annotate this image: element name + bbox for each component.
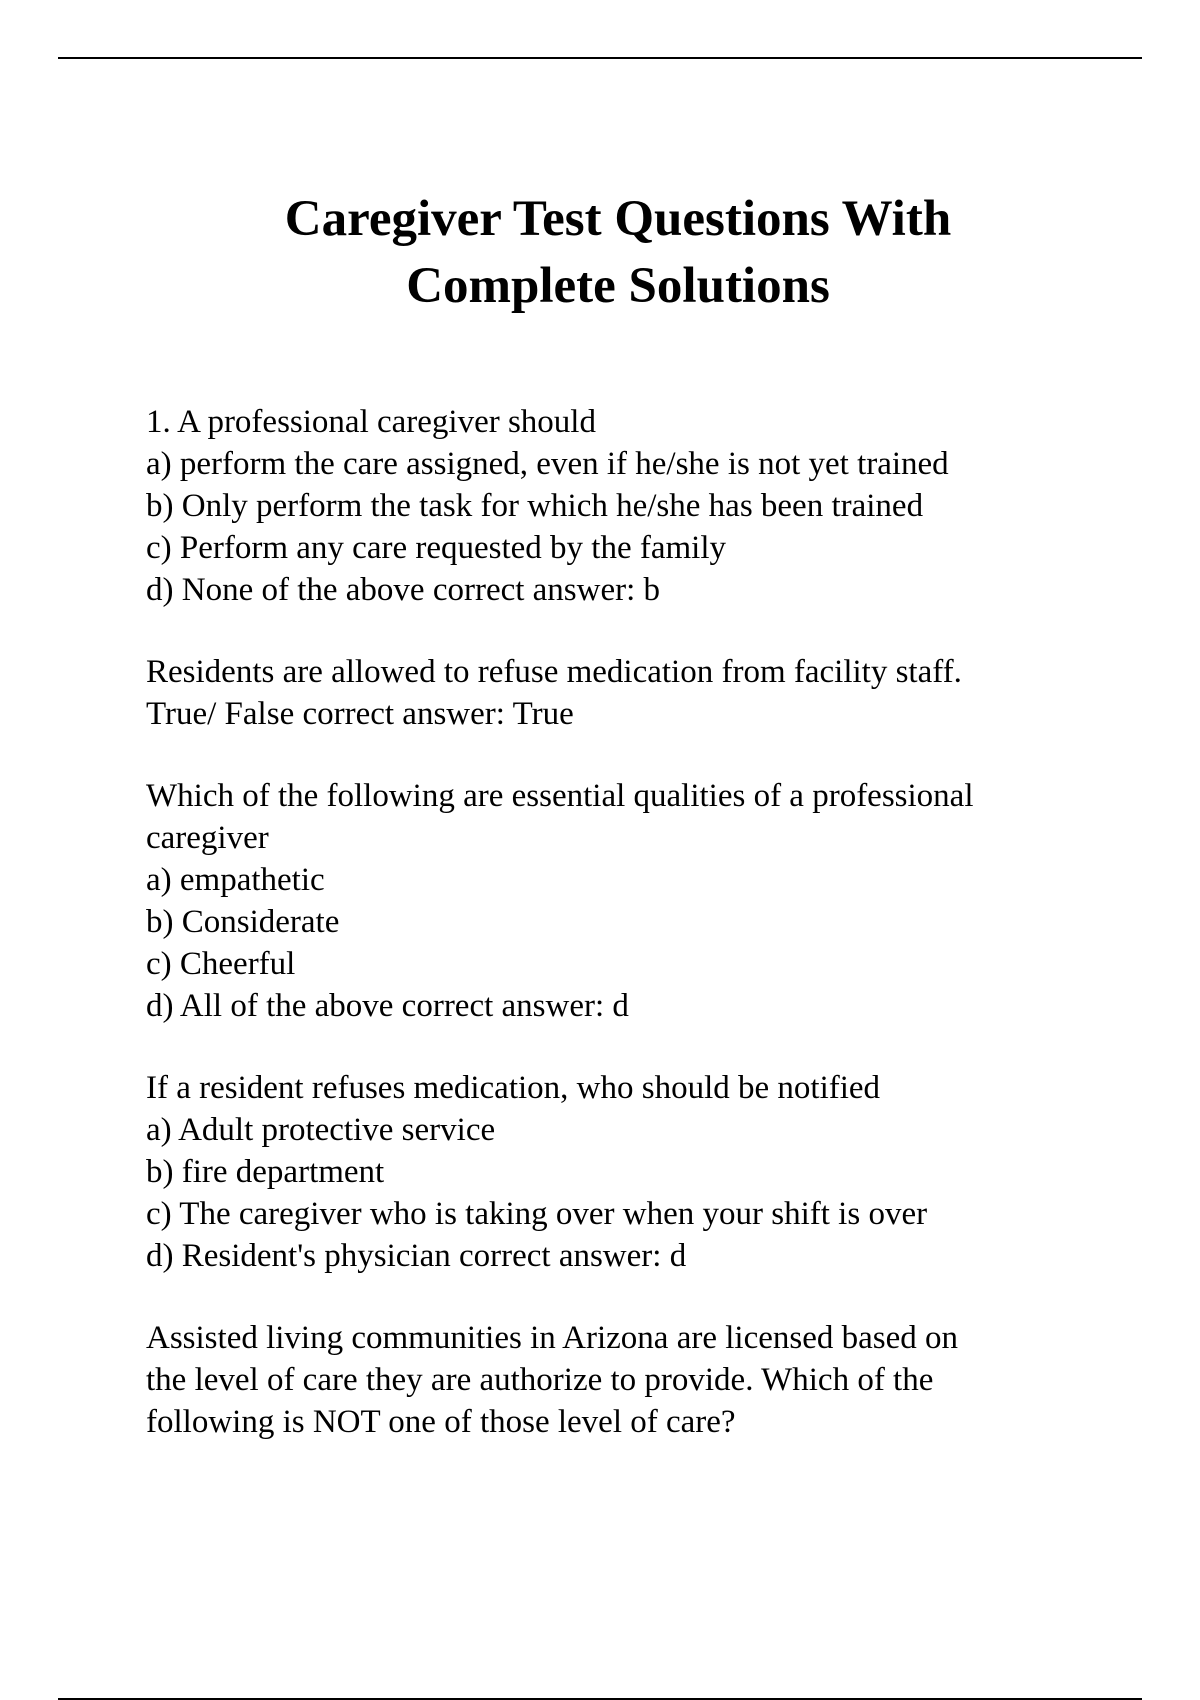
answer-option-b: b) fire department <box>146 1154 385 1190</box>
answer-option-c: c) Perform any care requested by the family <box>146 530 726 566</box>
question-block-5 <box>146 1317 1086 1443</box>
title-line-2: Complete Solutions <box>406 258 830 314</box>
question-text: Assisted living communities in Arizona are licensed based on <box>146 1320 958 1356</box>
question-text: If a resident refuses medication, who should be notified <box>146 1070 881 1106</box>
answer-option-b: b) Only perform the task for which he/she has been trained <box>146 488 924 524</box>
question-text-continued: caregiver <box>146 820 269 856</box>
question-text: Residents are allowed to refuse medication from facility staff. <box>146 654 962 690</box>
answer-option-d: d) All of the above correct answer: d <box>146 988 629 1024</box>
answer-option-a: a) Adult protective service <box>146 1112 496 1148</box>
answer-option-a: a) perform the care assigned, even if he/she is not yet trained <box>146 446 949 482</box>
question-block-1 <box>146 401 1086 611</box>
answer-option-c: c) Cheerful <box>146 946 296 982</box>
answer-option-c: c) The caregiver who is taking over when your shift is over <box>146 1196 928 1232</box>
title-line-1: Caregiver Test Questions With <box>284 191 952 247</box>
answer-line: True/ False correct answer: True <box>146 696 574 732</box>
question-text: Which of the following are essential qualities of a professional <box>146 778 974 814</box>
answer-option-a: a) empathetic <box>146 862 325 898</box>
question-text-continued: following is NOT one of those level of care? <box>146 1404 736 1440</box>
question-text: 1. A professional caregiver should <box>146 404 596 440</box>
answer-option-b: b) Considerate <box>146 904 340 940</box>
question-text-continued: the level of care they are authorize to provide. Which of the <box>146 1362 934 1398</box>
top-rule <box>58 57 1142 59</box>
document-body <box>146 401 1086 1483</box>
question-block-2 <box>146 651 1086 735</box>
question-block-4 <box>146 1067 1086 1277</box>
document-title <box>0 186 1200 320</box>
answer-option-d: d) None of the above correct answer: b <box>146 572 661 608</box>
question-block-3 <box>146 775 1086 1027</box>
answer-option-d: d) Resident's physician correct answer: d <box>146 1238 687 1274</box>
